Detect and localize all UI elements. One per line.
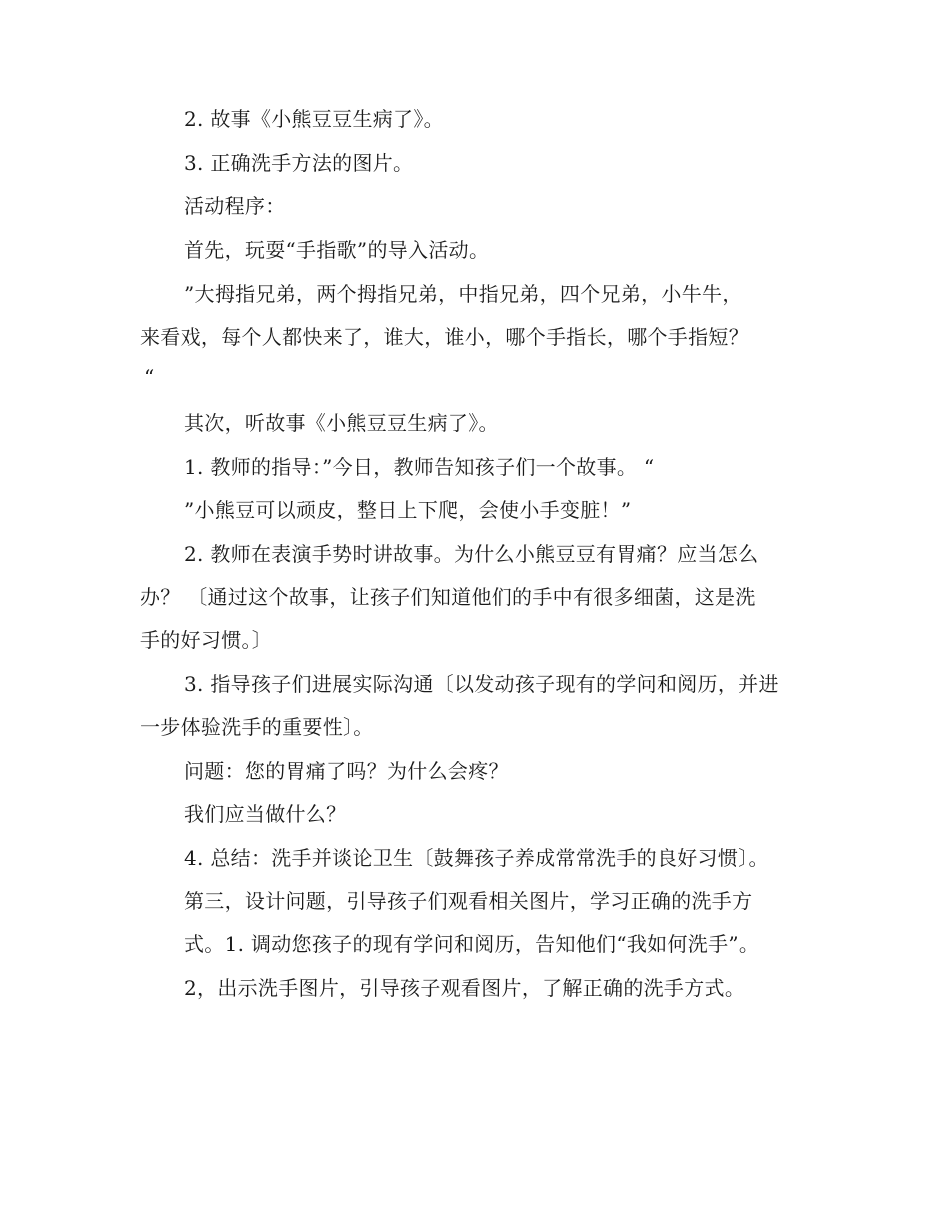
text-line-9: 1. 教师的指导：”今日，教师告知孩子们一个故事。 “ xyxy=(184,455,655,479)
text-line-19: 第三，设计问题，引导孩子们观看相关图片，学习正确的洗手方 xyxy=(184,889,753,913)
text-line-18: 4. 总结：洗手并谈论卫生〔鼓舞孩子养成常常洗手的良好习惯〕。 xyxy=(184,846,769,870)
text-line-1: 2. 故事《小熊豆豆生病了》。 xyxy=(184,107,444,131)
text-line-4: 首先，玩耍“手指歌”的导入活动。 xyxy=(184,238,490,262)
text-line-20: 式。1. 调动您孩子的现有学问和阅历，告知他们“我如何洗手”。 xyxy=(184,932,760,956)
text-line-21: 2，出示洗手图片，引导孩子观看图片，了解正确的洗手方式。 xyxy=(184,976,746,1000)
text-line-14: 3. 指导孩子们进展实际沟通〔以发动孩子现有的学问和阅历，并进 xyxy=(184,672,779,696)
text-line-2: 3. 正确洗手方法的图片。 xyxy=(184,151,414,175)
text-line-11: 2. 教师在表演手势时讲故事。为什么小熊豆豆有胃痛？应当怎么 xyxy=(184,542,759,566)
text-line-6: 来看戏，每个人都快来了，谁大，谁小，哪个手指长，哪个手指短？ xyxy=(140,325,749,349)
text-line-5: ”大拇指兄弟，两个拇指兄弟，中指兄弟，四个兄弟，小牛牛， xyxy=(184,282,743,306)
text-line-13: 手的好习惯。〕 xyxy=(140,628,273,652)
text-line-17: 我们应当做什么？ xyxy=(184,802,347,826)
text-line-8: 其次，听故事《小熊豆豆生病了》。 xyxy=(184,411,499,435)
text-line-7: “ xyxy=(144,365,155,389)
text-line-16: 问题：您的胃痛了吗？为什么会疼？ xyxy=(184,759,509,783)
text-line-10: ”小熊豆可以顽皮，整日上下爬，会使小手变脏！” xyxy=(184,498,632,522)
text-line-15: 一步体验洗手的重要性〕。 xyxy=(140,715,374,739)
text-line-3: 活动程序： xyxy=(184,194,286,218)
text-line-12: 办？ 〔通过这个故事，让孩子们知道他们的手中有很多细菌，这是洗 xyxy=(140,585,756,609)
